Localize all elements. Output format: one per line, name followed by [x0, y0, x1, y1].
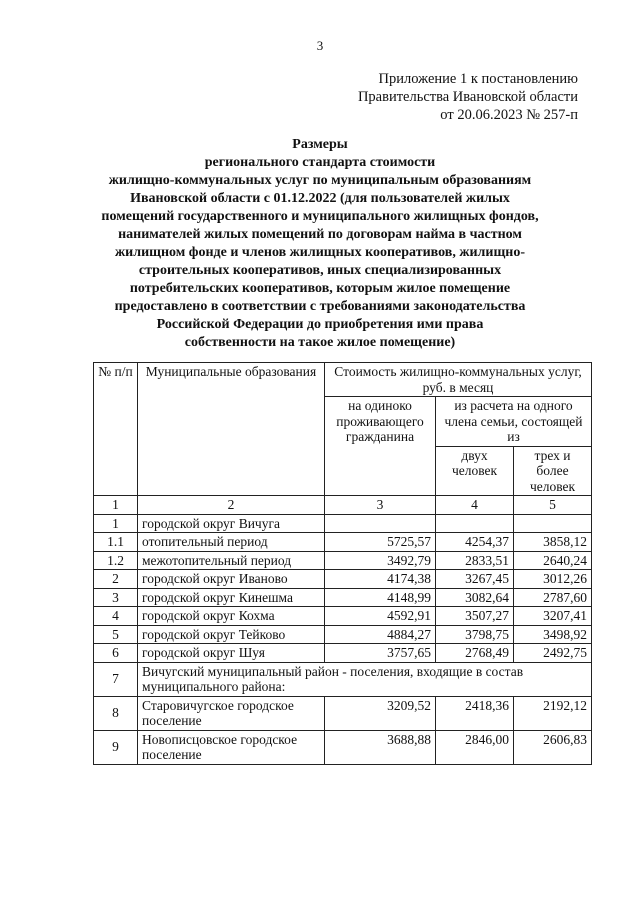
header-single: на одиноко проживающего гражданина: [325, 397, 436, 496]
column-number: 3: [325, 496, 436, 515]
row-two: 3507,27: [436, 607, 514, 626]
title-line: потребительских кооперативов, которым жилое помещение: [129, 281, 511, 296]
row-two: 2768,49: [436, 644, 514, 663]
column-number: 1: [94, 496, 138, 515]
row-two: 2846,00: [436, 730, 514, 764]
row-three: 2787,60: [514, 588, 592, 607]
row-name: городской округ Вичуга: [138, 514, 325, 533]
cost-standard-table: [93, 362, 592, 765]
row-three: 2492,75: [514, 644, 592, 663]
row-num: 5: [94, 625, 138, 644]
row-name: Старовичугское городское поселение: [138, 696, 325, 730]
row-single: [325, 514, 436, 533]
title-line: предоставлено в соответствии с требованиями законодательства: [114, 299, 526, 314]
column-number-row: [94, 496, 592, 515]
row-num: 1: [94, 514, 138, 533]
table-header-row: [94, 363, 592, 397]
row-single: 4148,99: [325, 588, 436, 607]
title-line: помещений государственного и муниципального жилищных фондов,: [101, 209, 539, 224]
row-name: городской округ Иваново: [138, 570, 325, 589]
column-number: 4: [436, 496, 514, 515]
row-single: 3492,79: [325, 551, 436, 570]
row-three: 3858,12: [514, 533, 592, 552]
row-name: Новописцовское городское поселение: [138, 730, 325, 764]
header-family: из расчета на одного члена семьи, состоящей из: [436, 397, 592, 447]
column-number: 2: [138, 496, 325, 515]
table-row: [94, 514, 592, 533]
row-three: [514, 514, 592, 533]
row-num: 9: [94, 730, 138, 764]
table-row: [94, 696, 592, 730]
row-num: 6: [94, 644, 138, 663]
appendix-line: Правительства Ивановской области: [357, 89, 578, 105]
row-num: 7: [94, 662, 138, 696]
row-two: 3082,64: [436, 588, 514, 607]
row-num: 3: [94, 588, 138, 607]
section-row: [94, 662, 592, 696]
row-three: 2606,83: [514, 730, 592, 764]
table-row: [94, 551, 592, 570]
row-num: 1.2: [94, 551, 138, 570]
title-line: жилищном фонде и членов жилищных кооперативов, жилищно-: [115, 245, 525, 260]
header-two: двух человек: [436, 446, 514, 496]
title-line: Ивановской области с 01.12.2022 (для пользователей жилых: [130, 191, 510, 206]
row-num: 1.1: [94, 533, 138, 552]
row-name: городской округ Кинешма: [138, 588, 325, 607]
title-line: нанимателей жилых помещений по договорам найма в частном: [118, 227, 522, 242]
appendix-note: [358, 70, 578, 124]
row-three: 3207,41: [514, 607, 592, 626]
row-single: 4174,38: [325, 570, 436, 589]
row-three: 3498,92: [514, 625, 592, 644]
row-three: 2192,12: [514, 696, 592, 730]
title-line: Размеры: [292, 137, 348, 152]
row-single: 3209,52: [325, 696, 436, 730]
table-row: [94, 570, 592, 589]
row-name: отопительный период: [138, 533, 325, 552]
row-three: 3012,26: [514, 570, 592, 589]
row-single: 3757,65: [325, 644, 436, 663]
title-line: строительных кооперативов, иных специализированных: [138, 263, 502, 278]
table-row: [94, 533, 592, 552]
row-two: [436, 514, 514, 533]
table-row: [94, 607, 592, 626]
row-num: 4: [94, 607, 138, 626]
row-single: 4884,27: [325, 625, 436, 644]
section-text: Вичугский муниципальный район - поселения, входящие в состав муниципального района:: [138, 662, 592, 696]
row-two: 3798,75: [436, 625, 514, 644]
title-line: Российской Федерации до приобретения ими права: [156, 317, 484, 332]
appendix-line: Приложение 1 к постановлению: [378, 71, 578, 87]
row-num: 2: [94, 570, 138, 589]
document-title: [70, 136, 570, 352]
header-cost: Стоимость жилищно-коммунальных услуг, руб. в месяц: [325, 363, 592, 397]
row-name: городской округ Кохма: [138, 607, 325, 626]
column-number: 5: [514, 496, 592, 515]
row-single: 4592,91: [325, 607, 436, 626]
title-line: регионального стандарта стоимости: [204, 155, 436, 170]
header-num: № п/п: [94, 363, 138, 496]
table-row: [94, 730, 592, 764]
row-two: 3267,45: [436, 570, 514, 589]
header-municipality: Муниципальные образования: [138, 363, 325, 496]
page-number: 3: [316, 38, 324, 53]
row-single: 3688,88: [325, 730, 436, 764]
row-two: 2418,36: [436, 696, 514, 730]
row-num: 8: [94, 696, 138, 730]
appendix-line: от 20.06.2023 № 257-п: [440, 107, 578, 123]
row-single: 5725,57: [325, 533, 436, 552]
row-name: городской округ Шуя: [138, 644, 325, 663]
row-name: межотопительный период: [138, 551, 325, 570]
title-line: жилищно-коммунальных услуг по муниципальным образованиям: [108, 173, 532, 188]
row-three: 2640,24: [514, 551, 592, 570]
table-row: [94, 588, 592, 607]
row-two: 4254,37: [436, 533, 514, 552]
table-row: [94, 644, 592, 663]
title-line: собственности на такое жилое помещение): [184, 335, 456, 350]
header-three: трех и более человек: [514, 446, 592, 496]
row-name: городской округ Тейково: [138, 625, 325, 644]
table-row: [94, 625, 592, 644]
row-two: 2833,51: [436, 551, 514, 570]
